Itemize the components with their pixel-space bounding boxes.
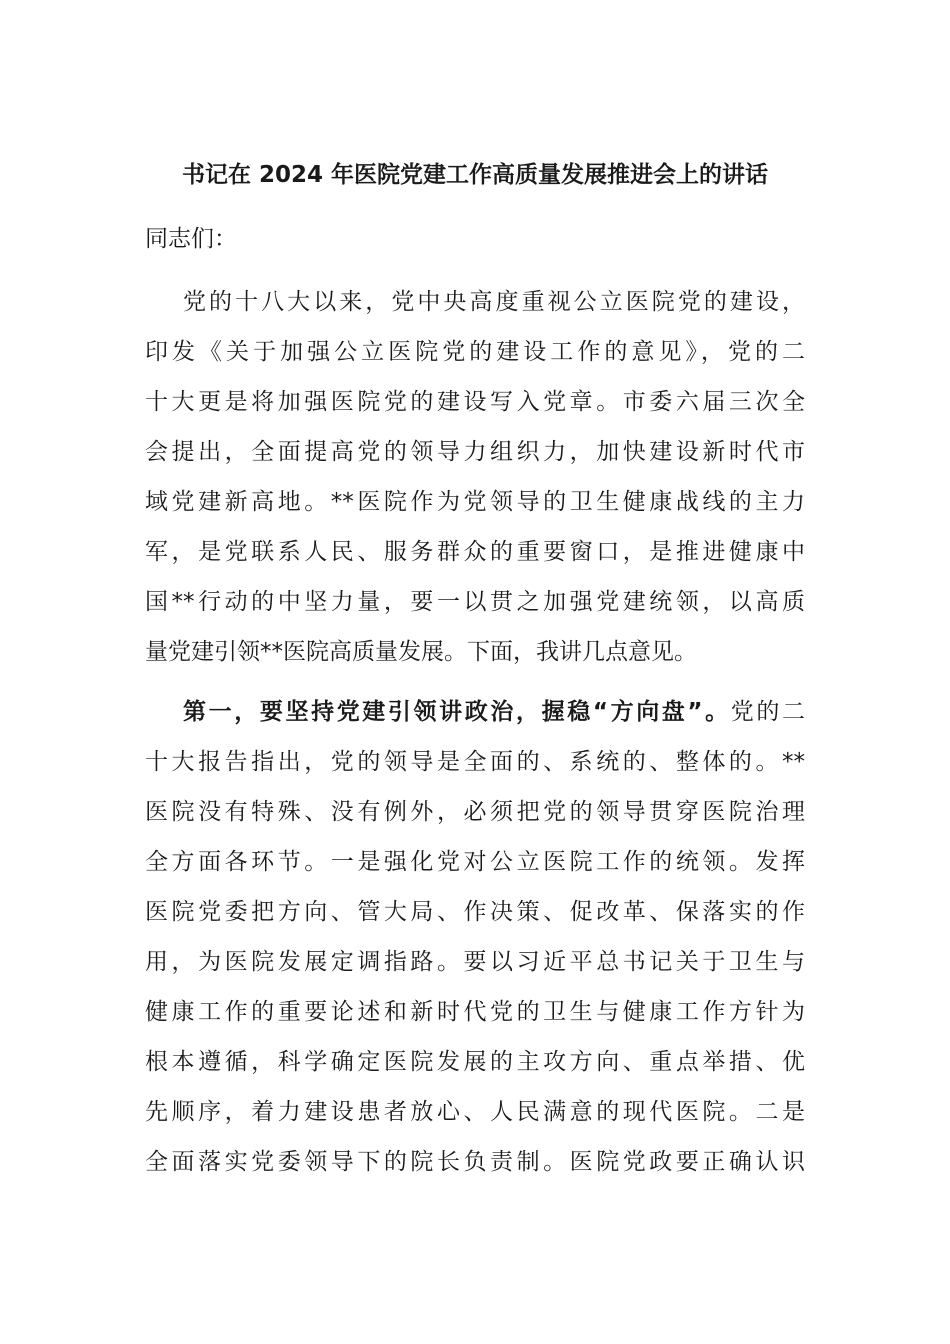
paragraph-1-line: 会提出，全面提高党的领导力组织力，加快建设新时代市 (145, 439, 805, 465)
paragraph-2-line: 健康工作的重要论述和新时代党的卫生与健康工作方针为 (145, 999, 805, 1025)
paragraph-2-line: 先顺序，着力建设患者放心、人民满意的现代医院。二是 (145, 1099, 805, 1125)
salutation: 同志们： (145, 226, 237, 252)
paragraph-1-line: 军，是党联系人民、服务群众的重要窗口，是推进健康中 (145, 539, 805, 565)
paragraph-2-line: 全方面各环节。一是强化党对公立医院工作的统领。发挥 (145, 849, 805, 875)
paragraph-1-line: 印发《关于加强公立医院党的建设工作的意见》，党的二 (145, 339, 805, 365)
paragraph-2-heading: 第一，要坚持党建引领讲政治，握稳“方向盘”。 (183, 699, 731, 725)
paragraph-2-line: 医院党委把方向、管大局、作决策、促改革、保落实的作 (145, 899, 805, 925)
paragraph-1-line: 量党建引领**医院高质量发展。下面，我讲几点意见。 (145, 639, 697, 665)
paragraph-2-line: 用，为医院发展定调指路。要以习近平总书记关于卫生与 (145, 949, 805, 975)
paragraph-2-line: 医院没有特殊、没有例外，必须把党的领导贯穿医院治理 (145, 799, 805, 825)
paragraph-2-line: 十大报告指出，党的领导是全面的、系统的、整体的。** (145, 749, 805, 775)
paragraph-2-first-line-rest: 党的二 (730, 699, 806, 725)
paragraph-1-line: 党的十八大以来，党中央高度重视公立医院党的建设， (183, 289, 805, 315)
paragraph-1-line: 域党建新高地。**医院作为党领导的卫生健康战线的主力 (145, 489, 805, 515)
paragraph-2-first-line (183, 694, 805, 730)
paragraph-2-line: 全面落实党委领导下的院长负责制。医院党政要正确认识 (145, 1149, 805, 1175)
paragraph-1-line: 十大更是将加强医院党的建设写入党章。市委六届三次全 (145, 389, 805, 415)
document-title: 书记在 2024 年医院党建工作高质量发展推进会上的讲话 (181, 162, 769, 188)
paragraph-1-line: 国**行动的中坚力量，要一以贯之加强党建统领，以高质 (145, 589, 805, 615)
paragraph-2-line: 根本遵循，科学确定医院发展的主攻方向、重点举措、优 (145, 1049, 805, 1075)
